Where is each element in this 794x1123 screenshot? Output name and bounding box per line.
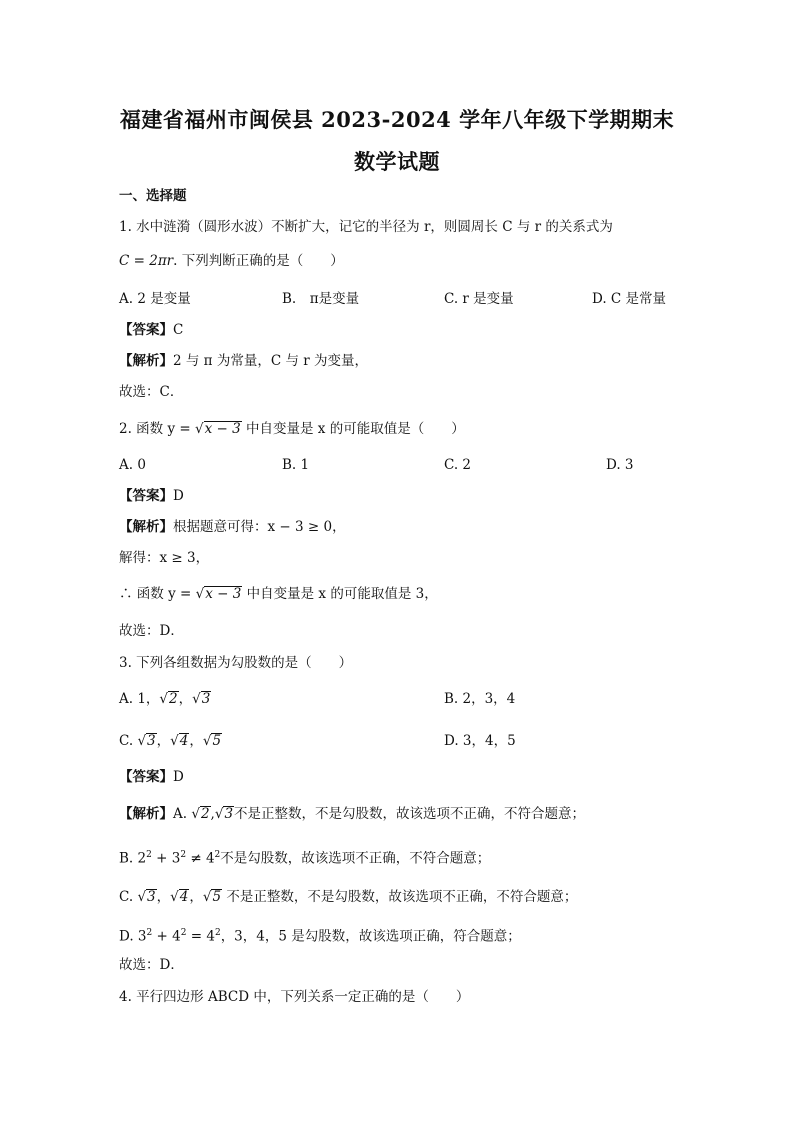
- q2-answer: [119, 487, 184, 505]
- analysis-text: 2 与 π 为常量，C 与 r 为变量，: [173, 353, 368, 369]
- q3-analysis-a: [119, 805, 585, 823]
- q1-analysis: [119, 352, 368, 370]
- q1-option-b: B. π是变量: [282, 291, 360, 307]
- radicand: 3: [147, 889, 156, 905]
- radicand: 5: [212, 733, 222, 749]
- q3-analysis-b: [119, 846, 490, 868]
- analysis-text: 不是正整数，不是勾股数，故该选项不正确，不符合题意；: [222, 889, 578, 905]
- sqrt-icon: √: [170, 889, 179, 905]
- separator: ，: [189, 889, 203, 905]
- answer-value: D: [173, 769, 184, 785]
- sqrt-icon: √: [202, 733, 212, 749]
- q1-option-c: C. r 是变量: [444, 291, 514, 307]
- sqrt-icon: √: [159, 691, 169, 707]
- separator: ,: [210, 806, 215, 822]
- sqrt-icon: √: [194, 421, 204, 437]
- exponent: 2: [214, 928, 221, 938]
- exponent: 2: [146, 850, 152, 860]
- sqrt-icon: √: [137, 889, 147, 905]
- q2-radicand: x − 3: [204, 421, 241, 437]
- opt-prefix: A. 1，: [119, 691, 160, 707]
- q3-option-d: D. 3，4，5: [444, 733, 516, 749]
- analysis-tag: 【解析】: [119, 353, 173, 369]
- radicand: 2: [169, 691, 178, 707]
- opt-prefix: C.: [119, 733, 138, 749]
- answer-value: D: [173, 488, 184, 504]
- q1-stem-line2: [119, 252, 344, 270]
- expr-part: D. 3: [119, 928, 147, 945]
- sqrt-icon: √: [192, 691, 201, 707]
- q3-answer: [119, 768, 184, 786]
- section-heading: 一、选择题: [119, 188, 187, 204]
- q2-option-a: A. 0: [119, 457, 146, 473]
- q3-option-a: [119, 690, 211, 708]
- separator: ，: [189, 733, 203, 749]
- exponent: 2: [146, 928, 153, 938]
- q1-option-a: A. 2 是变量: [119, 291, 191, 307]
- q2-conclusion: 故选：D．: [119, 623, 184, 639]
- separator: ，: [156, 733, 171, 749]
- q3-option-b: B. 2，3，4: [444, 691, 516, 707]
- q1-conclusion: 故选：C．: [119, 384, 184, 400]
- analysis-tag: 【解析】: [119, 519, 173, 535]
- q1-option-d: D. C 是常量: [592, 291, 667, 307]
- q1-formula: C = 2πr: [119, 253, 174, 269]
- q2-option-b: B. 1: [282, 457, 310, 473]
- answer-tag: 【答案】: [119, 322, 173, 338]
- analysis-tag: 【解析】: [119, 806, 173, 822]
- sqrt-icon: √: [202, 889, 212, 905]
- analysis-text: 根据题意可得：x − 3 ≥ 0，: [173, 519, 346, 535]
- q4-stem: 4. 平行四边形 ABCD 中，下列关系一定正确的是（ ）: [119, 989, 470, 1005]
- expr-part: = 4: [186, 928, 215, 945]
- separator: ，: [178, 691, 193, 707]
- sqrt-icon: √: [191, 806, 200, 822]
- q2-analysis: [119, 518, 346, 536]
- radicand: 3: [147, 733, 156, 749]
- sqrt-icon: √: [170, 733, 179, 749]
- page-title: 福建省福州市闽侯县 2023-2024 学年八年级下学期期末: [119, 107, 675, 132]
- exponent: 2: [180, 928, 187, 938]
- radicand: 5: [212, 889, 222, 905]
- expr-part: B. 2: [119, 850, 147, 867]
- q2-stem: [119, 420, 465, 438]
- sqrt-icon: √: [137, 733, 147, 749]
- q2-option-c: C. 2: [444, 457, 472, 473]
- q3-analysis-d: [119, 924, 521, 946]
- analysis-text: 不是勾股数，故该选项不正确，不符合题意；: [220, 850, 491, 867]
- radicand: 2: [200, 806, 210, 822]
- expr-part: + 3: [151, 850, 181, 867]
- q2-step3: [119, 585, 438, 603]
- radicand: 3: [224, 806, 234, 822]
- exponent: 2: [180, 850, 187, 860]
- sqrt-icon: √: [214, 806, 224, 822]
- q1-answer: [119, 321, 183, 339]
- q2-step3-radicand: x − 3: [205, 586, 242, 602]
- sqrt-icon: √: [195, 586, 205, 602]
- q2-option-d: D. 3: [606, 457, 634, 473]
- radicand: 3: [201, 691, 211, 707]
- separator: ，: [156, 889, 171, 905]
- analysis-text: ，3，4，5 是勾股数，故该选项正确，符合题意；: [220, 928, 521, 945]
- expr-part: + 4: [152, 928, 181, 945]
- page-subtitle: 数学试题: [354, 149, 440, 174]
- exponent: 2: [214, 850, 221, 860]
- q3-stem: 3. 下列各组数据为勾股数的是（ ）: [119, 655, 353, 671]
- opt-prefix: C.: [119, 889, 138, 905]
- radicand: 4: [179, 889, 189, 905]
- opt-prefix: A.: [173, 806, 192, 822]
- q3-option-c: [119, 732, 222, 750]
- q3-analysis-c: [119, 888, 577, 906]
- q2-stem-b: 中自变量是 x 的可能取值是（ ）: [241, 421, 465, 437]
- radicand: 4: [179, 733, 189, 749]
- analysis-text: 不是正整数，不是勾股数，故该选项不正确，不符合题意；: [234, 806, 586, 822]
- expr-part: ≠ 4: [186, 850, 215, 867]
- answer-value: C: [173, 322, 184, 338]
- q2-step3-a: ∴ 函数 y =: [119, 586, 196, 602]
- answer-tag: 【答案】: [119, 488, 173, 504]
- q2-step2: 解得：x ≥ 3，: [119, 550, 210, 566]
- answer-tag: 【答案】: [119, 769, 173, 785]
- q3-conclusion: 故选：D．: [119, 957, 184, 973]
- q2-stem-a: 2. 函数 y =: [119, 421, 195, 437]
- q1-stem-line1: 1. 水中涟漪（圆形水波）不断扩大，记它的半径为 r，则圆周长 C 与 r 的关系式为: [119, 219, 613, 235]
- q2-step3-b: 中自变量是 x 的可能取值是 3，: [242, 586, 438, 602]
- q1-stem-tail: . 下列判断正确的是（ ）: [173, 253, 344, 269]
